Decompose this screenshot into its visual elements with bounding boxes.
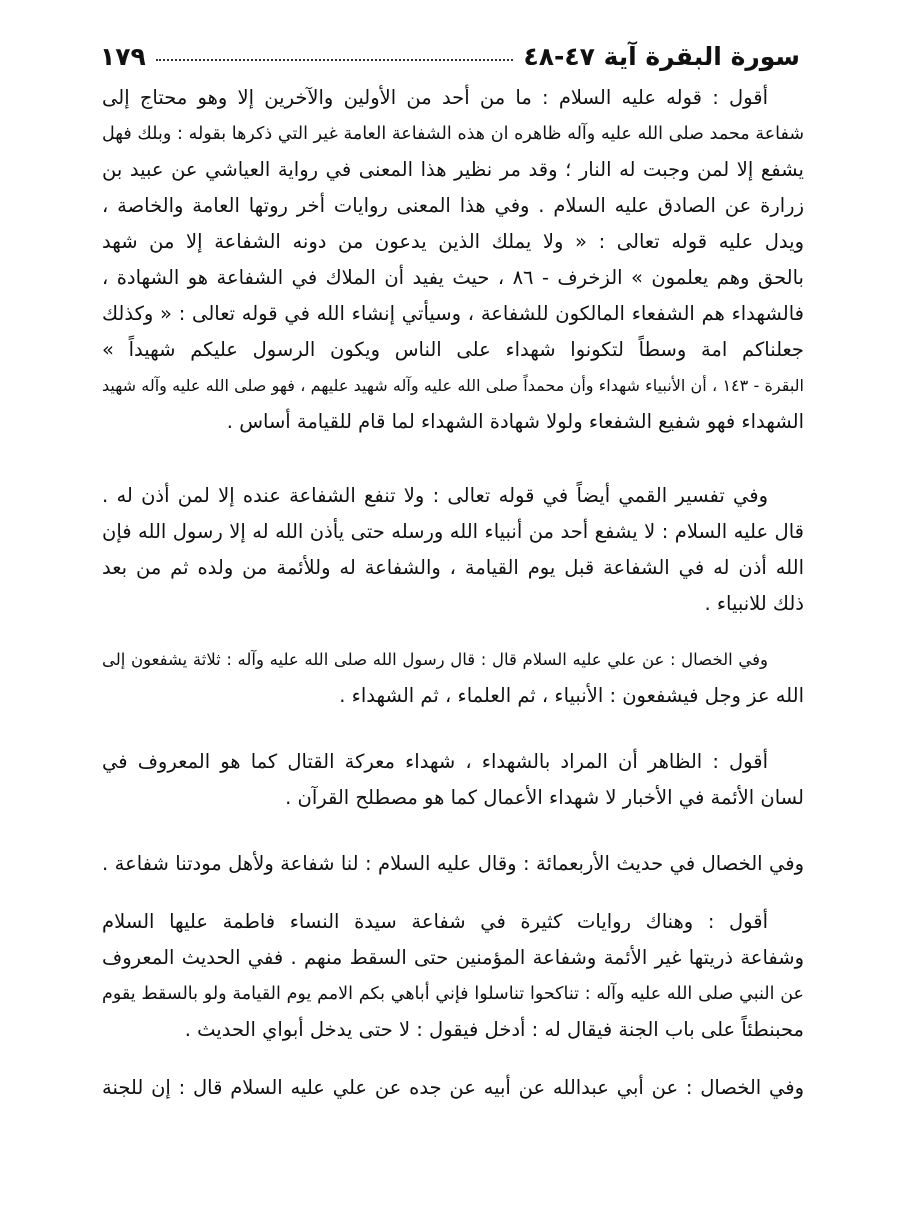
text-line: ذلك للانبياء . — [704, 592, 804, 615]
text-line: وشفاعة ذريتها غير الأئمة وشفاعة المؤمنين حتى السقط منهم . ففي الحديث المعروف — [102, 946, 804, 969]
text-line: قال عليه السلام : لا يشفع أحد من أنبياء الله ورسله حتى يأذن الله له إلا رسول الله فإن — [102, 520, 804, 543]
text-line: جعلناكم امة وسطاً لتكونوا شهداء على الناس ويكون الرسول عليكم شهيداً » — [102, 338, 804, 361]
text-line: عن النبي صلى الله عليه وآله : تناكحوا تناسلوا فإني أباهي بكم الامم يوم القيامة ولو بالسقط يقوم — [102, 984, 804, 1004]
header-dotted-rule — [156, 59, 514, 61]
text-line: وفي تفسير القمي أيضاً في قوله تعالى : ولا تنفع الشفاعة عنده إلا لمن أذن له . — [102, 484, 768, 507]
text-line: البقرة - ١٤٣ ، أن الأنبياء شهداء وأن محمداً صلى الله عليه وآله شهيد عليهم ، فهو صلى الله عليه وآله شهيد — [102, 376, 804, 395]
text-line: محبنطئاً على باب الجنة فيقال له : أدخل فيقول : لا حتى يدخل أبواي الحديث . — [184, 1018, 804, 1041]
text-line: زرارة عن الصادق عليه السلام . وفي هذا المعنى روايات أخر روتها العامة والخاصة ، — [102, 194, 804, 217]
text-line: يشفع إلا لمن وجبت له النار ؛ وقد مر نظير هذا المعنى في رواية العياشي عن عبيد بن — [102, 158, 804, 181]
text-line: أقول : قوله عليه السلام : ما من أحد من الأولين والآخرين إلا وهو محتاج إلى — [102, 86, 768, 109]
text-line: شفاعة محمد صلى الله عليه وآله ظاهره ان هذه الشفاعة العامة غير التي ذكرها بقوله : وبلك فهل — [102, 124, 804, 144]
text-line: الشهداء فهو شفيع الشفعاء ولولا شهادة الشهداء لما قام للقيامة أساس . — [226, 410, 804, 433]
page-number: ١٧٩ — [100, 41, 146, 71]
text-line: أقول : وهناك روايات كثيرة في شفاعة سيدة النساء فاطمة عليها السلام — [102, 910, 768, 933]
text-line: أقول : الظاهر أن المراد بالشهداء ، شهداء معركة القتال كما هو المعروف في — [102, 750, 768, 773]
text-line: الله عز وجل فيشفعون : الأنبياء ، ثم العلماء ، ثم الشهداء . — [339, 684, 804, 707]
text-line: بالحق وهم يعلمون » الزخرف - ٨٦ ، حيث يفيد أن الملاك في الشفاعة هو الشهادة ، — [102, 266, 804, 289]
surah-verse-title: سورة البقرة آية ٤٧-٤٨ — [523, 41, 800, 71]
text-line: وفي الخصال : عن علي عليه السلام قال : قال رسول الله صلى الله عليه وآله : ثلاثة يشفعون إلى — [102, 650, 768, 669]
text-line: لسان الأئمة في الأخبار لا شهداء الأعمال كما هو مصطلح القرآن . — [285, 786, 804, 809]
text-line: فالشهداء هم الشفعاء المالكون للشفاعة ، وسيأتي إنشاء الله في قوله تعالى : « وكذلك — [102, 302, 804, 325]
text-line: ويدل عليه قوله تعالى : « ولا يملك الذين يدعون من دونه الشفاعة إلا من شهد — [102, 230, 804, 253]
text-line: وفي الخصال : عن أبي عبدالله عن أبيه عن جده عن علي عليه السلام قال : إن للجنة — [102, 1076, 804, 1099]
text-line: وفي الخصال في حديث الأربعمائة : وقال عليه السلام : لنا شفاعة ولأهل مودتنا شفاعة . — [102, 852, 804, 875]
text-line: الله أذن له في الشفاعة قبل يوم القيامة ، والشفاعة له وللأئمة من ولده ثم من بعد — [102, 556, 804, 579]
page-header — [100, 36, 800, 76]
